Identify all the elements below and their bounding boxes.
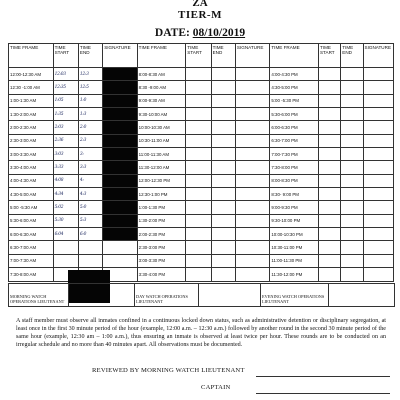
time-frame-cell: 8:30- 9:00 PM (270, 188, 319, 201)
col-time-frame: TIME FRAME (137, 44, 186, 68)
signature-cell (235, 94, 269, 107)
col-time-frame: TIME FRAME (9, 44, 54, 68)
time-end-cell (341, 268, 363, 281)
time-frame-cell: 8:00-8:30 AM (137, 68, 186, 81)
time-frame-cell: 2:30-3:00 AM (9, 134, 54, 147)
col-signature: SIGNATURE (103, 44, 137, 68)
col-time-start: TIME START (186, 44, 211, 68)
signature-cell (235, 161, 269, 174)
date-value: 08/10/2019 (192, 27, 246, 39)
time-end-cell: 1:0 (78, 94, 102, 107)
time-start-cell (318, 148, 340, 161)
time-frame-cell: 12:00-12:30 PM (137, 174, 186, 187)
time-frame-cell: 11:30-12:00 PM (270, 268, 319, 281)
time-start-cell: 12:03 (53, 68, 78, 81)
time-end-cell (341, 188, 363, 201)
time-end-cell (211, 174, 235, 187)
signature-cell (103, 254, 137, 267)
time-start-cell (186, 148, 211, 161)
time-end-cell (211, 68, 235, 81)
time-start-cell: 3:33 (53, 161, 78, 174)
signature-cell (363, 228, 393, 241)
time-end-cell (341, 81, 363, 94)
signature-cell (235, 134, 269, 147)
time-end-cell (341, 254, 363, 267)
signature-cell (103, 241, 137, 254)
time-start-cell (186, 68, 211, 81)
captain-signature-line (256, 393, 390, 394)
time-frame-cell: 6:00-6:30 PM (270, 121, 319, 134)
time-end-cell (341, 148, 363, 161)
signature-cell (235, 174, 269, 187)
time-end-cell: 1:3 (78, 108, 102, 121)
time-frame-cell: 12:30 -1:00 AM (9, 81, 54, 94)
time-start-cell: 2:03 (53, 121, 78, 134)
signature-cell (363, 108, 393, 121)
time-start-cell (186, 161, 211, 174)
time-end-cell: 12:3 (78, 68, 102, 81)
time-start-cell: 5:30 (53, 214, 78, 227)
time-end-cell (341, 214, 363, 227)
time-frame-cell: 3:00-3:30 AM (9, 148, 54, 161)
time-frame-cell: 9:30-10:00 AM (137, 108, 186, 121)
table-row (9, 214, 394, 227)
time-frame-cell: 2:00-2:30 AM (9, 121, 54, 134)
time-start-cell (186, 81, 211, 94)
signature-cell (363, 241, 393, 254)
signature-cell (235, 188, 269, 201)
signature-cell (103, 134, 137, 147)
time-start-cell (318, 161, 340, 174)
table-row (9, 228, 394, 241)
col-signature: SIGNATURE (363, 44, 393, 68)
time-end-cell (341, 174, 363, 187)
time-start-cell: 4:08 (53, 174, 78, 187)
signature-cell (103, 201, 137, 214)
time-end-cell (341, 94, 363, 107)
time-end-cell (211, 214, 235, 227)
time-frame-cell: 4:30-5:00 PM (270, 81, 319, 94)
table-row (9, 174, 394, 187)
time-start-cell (318, 268, 340, 281)
signature-cell (103, 121, 137, 134)
table-row (9, 254, 394, 267)
signature-cell (103, 161, 137, 174)
signature-cell (363, 121, 393, 134)
signature-cell (363, 68, 393, 81)
time-start-cell (318, 254, 340, 267)
time-end-cell (211, 108, 235, 121)
time-end-cell (211, 121, 235, 134)
table-row (9, 81, 394, 94)
time-start-cell (318, 108, 340, 121)
signature-cell (103, 68, 137, 81)
time-start-cell: 5:02 (53, 201, 78, 214)
signoff-table (8, 283, 395, 307)
time-start-cell (186, 174, 211, 187)
time-frame-cell: 7:30-8:00 AM (9, 268, 54, 281)
time-frame-cell: 5:30-6:00 PM (270, 108, 319, 121)
table-row (9, 68, 394, 81)
signature-cell (103, 94, 137, 107)
time-end-cell (211, 161, 235, 174)
col-time-start: TIME START (318, 44, 340, 68)
time-start-cell: 12:35 (53, 81, 78, 94)
time-start-cell (318, 68, 340, 81)
signature-cell (363, 148, 393, 161)
time-end-cell: 12:5 (78, 81, 102, 94)
day-watch-signature (199, 284, 261, 307)
time-frame-cell: 7:30-8:00 PM (270, 161, 319, 174)
table-row (9, 161, 394, 174)
time-frame-cell: 11:00-11:30 AM (137, 148, 186, 161)
signature-cell (235, 254, 269, 267)
table-header-row (9, 44, 394, 68)
round-log-table (8, 43, 394, 282)
time-frame-cell: 5:00 -5:30 AM (9, 201, 54, 214)
signature-cell (235, 268, 269, 281)
reviewed-by-label: REVIEWED BY MORNING WATCH LIEUTENANT (92, 367, 245, 374)
signature-cell (235, 201, 269, 214)
time-frame-cell: 3:30-4:00 AM (9, 161, 54, 174)
table-row (9, 268, 394, 281)
time-start-cell (318, 121, 340, 134)
time-frame-cell: 9:00-9:30 AM (137, 94, 186, 107)
time-start-cell (186, 94, 211, 107)
signature-cell (103, 188, 137, 201)
time-end-cell (341, 134, 363, 147)
time-start-cell (186, 214, 211, 227)
signature-cell (363, 174, 393, 187)
morning-watch-label: MORNING WATCH OPERATIONS LIEUTENANT (9, 284, 69, 307)
time-frame-cell: 1:30-2:00 AM (9, 108, 54, 121)
time-end-cell (78, 254, 102, 267)
table-row (9, 121, 394, 134)
col-time-end: TIME END (341, 44, 363, 68)
time-end-cell (211, 188, 235, 201)
signature-cell (363, 254, 393, 267)
time-end-cell: 2:0 (78, 121, 102, 134)
time-start-cell (318, 94, 340, 107)
signature-cell (363, 161, 393, 174)
time-end-cell (211, 148, 235, 161)
time-start-cell (318, 81, 340, 94)
time-start-cell (53, 254, 78, 267)
time-frame-cell: 5:00 -5:30 PM (270, 94, 319, 107)
col-time-end: TIME END (78, 44, 102, 68)
time-start-cell: 2:36 (53, 134, 78, 147)
time-frame-cell: 6:30-7:00 AM (9, 241, 54, 254)
time-end-cell (341, 108, 363, 121)
signature-cell (363, 214, 393, 227)
time-end-cell: 5:0 (78, 201, 102, 214)
time-end-cell (341, 241, 363, 254)
time-frame-cell: 1:00-1:30 PM (137, 201, 186, 214)
time-frame-cell: 1:00-1:30 AM (9, 94, 54, 107)
time-start-cell: 6:04 (53, 228, 78, 241)
signature-cell (235, 241, 269, 254)
time-start-cell (186, 268, 211, 281)
signature-cell (363, 81, 393, 94)
time-frame-cell: 7:00-7:30 AM (9, 254, 54, 267)
time-end-cell (341, 201, 363, 214)
date-label: DATE: (154, 27, 190, 39)
time-frame-cell: 6:30-7:00 PM (270, 134, 319, 147)
evening-watch-signature (329, 284, 395, 307)
col-signature: SIGNATURE (235, 44, 269, 68)
time-frame-cell: 3:00-3:30 PM (137, 254, 186, 267)
signature-cell (103, 214, 137, 227)
evening-watch-label: EVENING WATCH OPERATIONS LIEUTENANT (261, 284, 329, 307)
time-start-cell (186, 241, 211, 254)
time-frame-cell: 12:30-1:00 PM (137, 188, 186, 201)
time-start-cell (186, 134, 211, 147)
time-frame-cell: 5:30-6:00 AM (9, 214, 54, 227)
signature-cell (235, 148, 269, 161)
time-start-cell (186, 108, 211, 121)
time-frame-cell: 4:00-4:30 AM (9, 174, 54, 187)
table-row (9, 201, 394, 214)
table-row (9, 148, 394, 161)
time-start-cell (318, 228, 340, 241)
time-start-cell (186, 188, 211, 201)
time-start-cell: 3:03 (53, 148, 78, 161)
time-frame-cell: 10:00-10:30 AM (137, 121, 186, 134)
signature-cell (235, 214, 269, 227)
time-start-cell: 4:34 (53, 188, 78, 201)
time-end-cell (341, 68, 363, 81)
time-frame-cell: 10:30-11:00 PM (270, 241, 319, 254)
signature-cell (103, 148, 137, 161)
time-end-cell (211, 241, 235, 254)
time-end-cell: 6:0 (78, 228, 102, 241)
time-end-cell (211, 254, 235, 267)
col-time-start: TIME START (53, 44, 78, 68)
time-frame-cell: 2:00-2:30 PM (137, 228, 186, 241)
signature-cell (235, 81, 269, 94)
time-end-cell (78, 241, 102, 254)
time-frame-cell: 2:30-3:00 PM (137, 241, 186, 254)
time-frame-cell: 9:00-9:30 PM (270, 201, 319, 214)
signature-cell (363, 268, 393, 281)
time-frame-cell: 10:00-10:30 PM (270, 228, 319, 241)
time-frame-cell: 11:30-12:00 AM (137, 161, 186, 174)
time-frame-cell: 10:30-11:00 AM (137, 134, 186, 147)
tier-title: TIER-M (178, 9, 222, 21)
time-start-cell (186, 254, 211, 267)
time-start-cell (318, 134, 340, 147)
morning-watch-signature (69, 284, 135, 307)
signature-cell (363, 188, 393, 201)
table-row (9, 108, 394, 121)
table-row (9, 188, 394, 201)
time-frame-cell: 11:00-11:30 PM (270, 254, 319, 267)
signature-cell (235, 228, 269, 241)
captain-label: CAPTAIN (201, 384, 231, 391)
time-start-cell (318, 188, 340, 201)
time-frame-cell: 1:30-2:00 PM (137, 214, 186, 227)
time-start-cell: 1:35 (53, 108, 78, 121)
time-end-cell (341, 121, 363, 134)
date-line (0, 27, 400, 39)
table-row (9, 134, 394, 147)
table-row (9, 94, 394, 107)
signature-cell (103, 81, 137, 94)
table-row (9, 241, 394, 254)
signature-cell (235, 108, 269, 121)
time-start-cell (186, 201, 211, 214)
time-frame-cell: 7:00-7:30 PM (270, 148, 319, 161)
time-end-cell (211, 134, 235, 147)
time-start-cell (318, 241, 340, 254)
signature-cell (103, 174, 137, 187)
time-end-cell: 5:3 (78, 214, 102, 227)
time-end-cell (211, 94, 235, 107)
time-start-cell (318, 201, 340, 214)
time-end-cell: 4: (78, 174, 102, 187)
time-end-cell (211, 201, 235, 214)
signature-cell (363, 94, 393, 107)
time-end-cell: 4:3 (78, 188, 102, 201)
time-frame-cell: 8:00-8:30 PM (270, 174, 319, 187)
time-frame-cell: 4:00-4:30 PM (270, 68, 319, 81)
signature-cell (103, 108, 137, 121)
facility-code: ZA (192, 0, 208, 9)
reviewed-by-signature-line (256, 376, 390, 377)
time-end-cell (341, 161, 363, 174)
signature-cell (363, 201, 393, 214)
time-frame-cell: 12:00-12:30 AM (9, 68, 54, 81)
time-frame-cell: 4:30-5:00 AM (9, 188, 54, 201)
time-end-cell: 2:3 (78, 134, 102, 147)
time-frame-cell: 8:30 -9:00 AM (137, 81, 186, 94)
col-time-frame: TIME FRAME (270, 44, 319, 68)
time-end-cell (211, 228, 235, 241)
signature-cell (363, 134, 393, 147)
time-start-cell (318, 174, 340, 187)
signature-cell (103, 228, 137, 241)
col-time-end: TIME END (211, 44, 235, 68)
signature-cell (235, 121, 269, 134)
time-frame-cell: 6:00-6:30 AM (9, 228, 54, 241)
time-end-cell (211, 81, 235, 94)
time-start-cell (186, 228, 211, 241)
time-start-cell (53, 241, 78, 254)
time-start-cell: 1:05 (53, 94, 78, 107)
time-start-cell (318, 214, 340, 227)
time-end-cell: 3: (78, 148, 102, 161)
time-end-cell (341, 228, 363, 241)
time-end-cell (211, 268, 235, 281)
time-frame-cell: 9:30-10:00 PM (270, 214, 319, 227)
day-watch-label: DAY WATCH OPERATIONS LIEUTENANT (135, 284, 199, 307)
time-start-cell (186, 121, 211, 134)
time-frame-cell: 3:30-4:00 PM (137, 268, 186, 281)
time-end-cell: 3:3 (78, 161, 102, 174)
observation-policy-notice: A staff member must observe all inmates confined in a continuous locked down status, such as administrative detention or disciplinary segregation, at least once in the first 30 minute period of the hour (example, 12:00 a.m. – 12:30 a.m.) followed by another round in the second 30 minute period of the same hour (example, 12:30 am – 1:00 a.m.), thus ensuring an inmate is observed at least twice per hour. These rounds are to be conducted on an irregular schedule and no more than 40 minutes apart. All observations must be documented. (16, 318, 386, 349)
signature-cell (235, 68, 269, 81)
